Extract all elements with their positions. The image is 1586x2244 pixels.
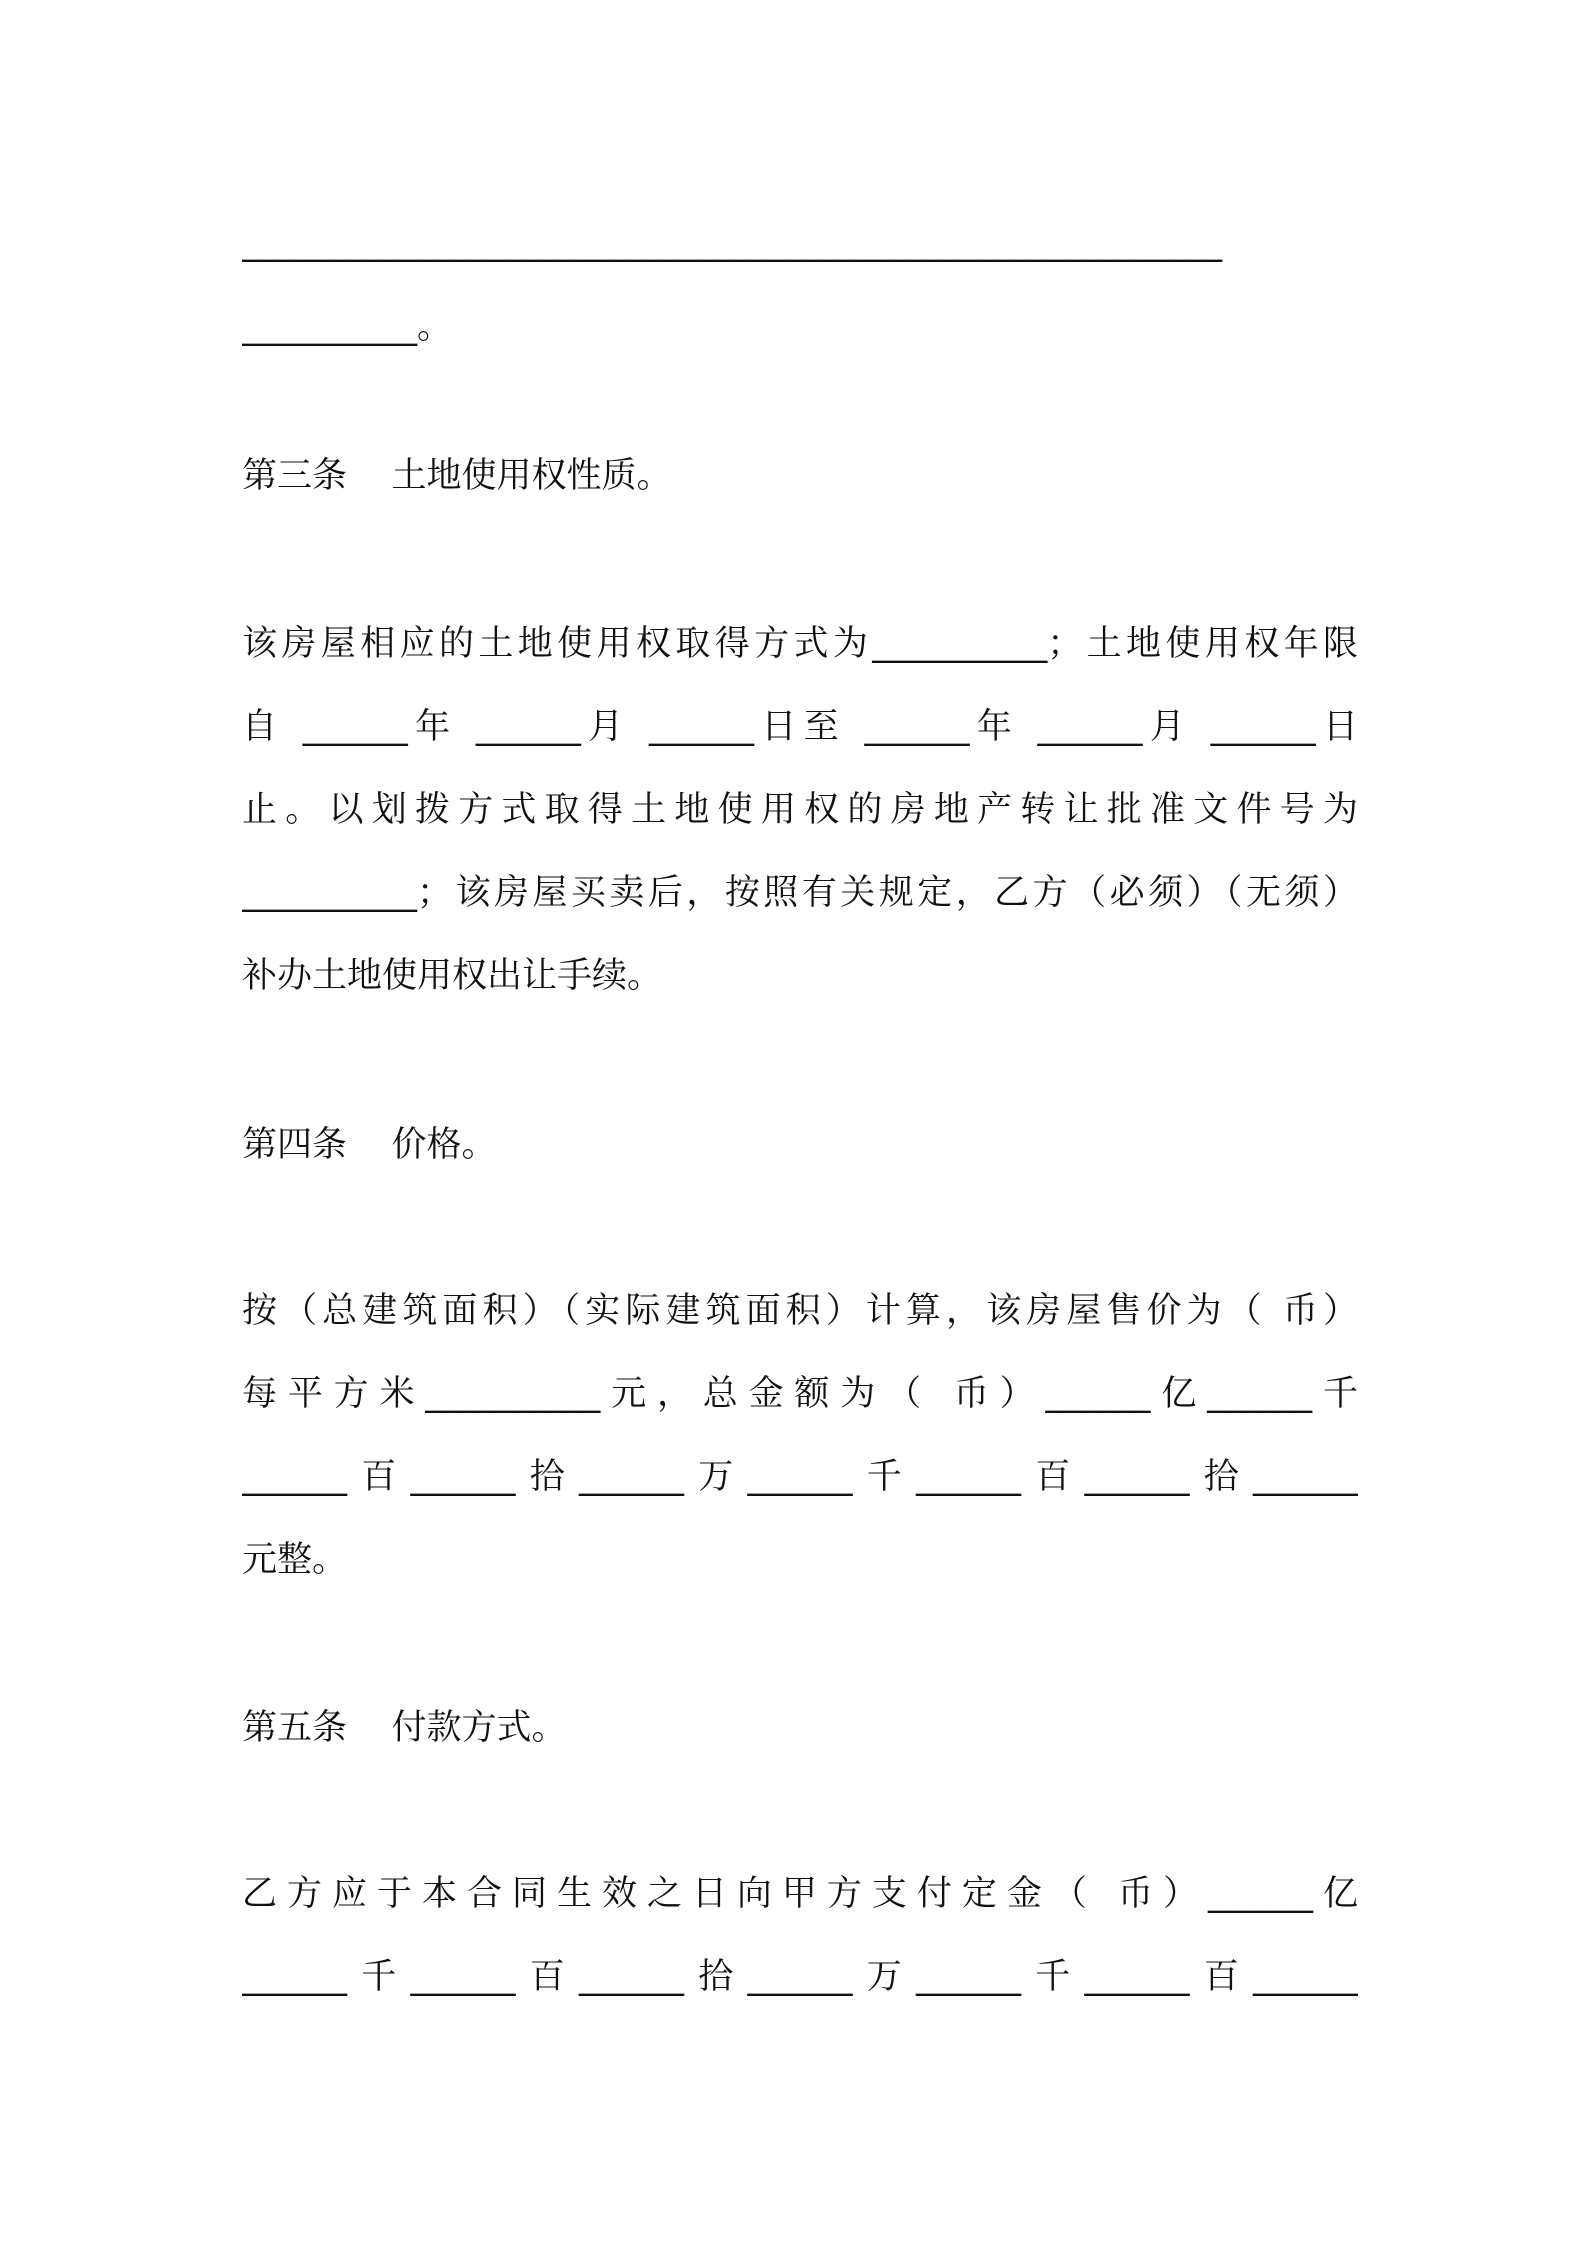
blank-line-full: ________________________________________________________	[242, 223, 1222, 263]
article-4-paragraph-line-4: 元整。	[242, 1540, 348, 1580]
article-3-heading: 第三条 土地使用权性质。	[242, 456, 672, 496]
article-3-paragraph-line-4: __________；该房屋买卖后，按照有关规定，乙方（必须）（无须）	[242, 873, 1358, 913]
article-5-paragraph-line-1: 乙方应于本合同生效之日向甲方支付定金（ 币）______亿	[242, 1874, 1358, 1914]
article-4-heading: 第四条 价格。	[242, 1125, 497, 1165]
article-4-paragraph-line-3: ______百______拾______万______千______百______拾______	[242, 1457, 1358, 1497]
article-3-paragraph-line-2: 自 ______年 ______月 ______日至 ______年 ______月 ______日	[242, 707, 1358, 747]
article-4-paragraph-line-1: 按（总建筑面积）（实际建筑面积）计算，该房屋售价为（ 币）	[242, 1291, 1358, 1331]
article-3-paragraph-line-5: 补办土地使用权出让手续。	[242, 956, 663, 996]
article-3-paragraph-line-1: 该房屋相应的土地使用权取得方式为__________；土地使用权年限	[242, 624, 1358, 664]
blank-line-end: __________。	[242, 307, 453, 347]
article-4-paragraph-line-2: 每平方米__________元，总金额为（ 币）______亿______千	[242, 1374, 1358, 1414]
article-5-paragraph-line-2: ______千______百______拾______万______千______百______	[242, 1957, 1358, 1997]
article-3-paragraph-line-3: 止。以划拨方式取得土地使用权的房地产转让批准文件号为	[242, 790, 1358, 830]
article-5-heading: 第五条 付款方式。	[242, 1708, 567, 1748]
